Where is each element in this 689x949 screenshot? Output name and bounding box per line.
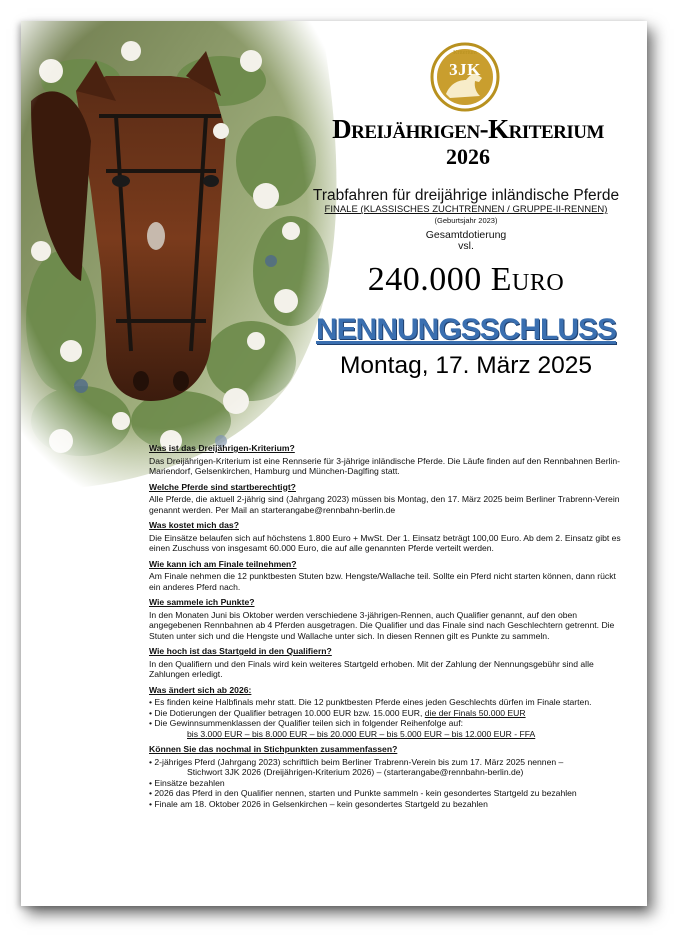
bullet-item: • 2026 das Pferd in den Qualifier nennen, starten und Punkte sammeln - kein gesondertes Startgeld zu bezahlen — [149, 788, 577, 798]
birth-year: (Geburtsjahr 2023) — [434, 216, 498, 225]
vsl-label: vsl. — [458, 240, 474, 252]
faq-answer: Die Einsätze belaufen sich auf höchstens 1.800 Euro + MwSt. Der 1. Einsatz beträgt 100,00 Euro. Ab dem 2. Einsatz gibt es einen Zuschuss von insgesamt 60.000 Euro, die auf alle genannten Pferde verteilt werden. — [149, 532, 621, 553]
logo-small-text: Kriterium — [453, 50, 477, 56]
bullet-item: • Einsätze bezahlen — [149, 777, 225, 788]
logo-big-text: 3JK — [449, 60, 481, 79]
horse-wreath-photo — [21, 21, 351, 491]
faq-question: Wie sammele ich Punkte? — [149, 597, 255, 607]
faq-question: Wie kann ich am Finale teilnehmen? — [149, 558, 297, 569]
event-subtitle: Trabfahren für dreijährige inländische Pferde — [312, 187, 620, 204]
deadline-date: Montag, 17. März 2025 — [340, 352, 592, 379]
faq-answer: Das Dreijährigen-Kriterium ist eine Rennserie für 3-jährige inländische Pferde. Die Läufe finden auf den Rennbahnen Berlin-Mariendorf, Gelsenkirchen, Hamburg und München-Daglfing statt. — [149, 455, 621, 476]
bullet-item: • Die Gewinnsummenklassen der Qualifier teilen sich in folgender Reihenfolge auf: — [149, 718, 463, 728]
bullet-continuation: Stichwort 3JK 2026 (Dreijährigen-Kriterium 2026) – (starterangabe@rennbahn-berlin.de) — [187, 767, 524, 777]
classes-sequence: bis 3.000 EUR – bis 8.000 EUR – bis 20.000 EUR – bis 5.000 EUR – bis 12.000 EUR - FFA — [187, 728, 536, 739]
faq-question: Welche Pferde sind startberechtigt? — [149, 481, 296, 492]
event-title: Dreijährigen-Kriterium — [332, 114, 604, 144]
faq-answer: In den Qualifiern und den Finals wird kein weiteres Startgeld erhoben. Mit der Zahlung der Nennungsgebühr sind alle Zahlungen erledigt. — [149, 658, 594, 679]
faq-answer: Alle Pferde, die aktuell 2-jährig sind (Jahrgang 2023) müssen bis Montag, den 17. März 2025 beim Berliner Trabrenn-Verein genannt werden. Per Mail an starterangabe@rennbahn-berlin.de — [149, 494, 620, 515]
faq-question: Wie hoch ist das Startgeld in den Qualifiern? — [149, 646, 332, 656]
finale-line: FINALE (KLASSISCHES ZUCHTRENNEN / GRUPPE-II-RENNEN) — [324, 204, 608, 215]
bullet-item — [149, 708, 625, 719]
dotierung-label: Gesamtdotierung — [425, 229, 507, 241]
bullet-item: • 2-jähriges Pferd (Jahrgang 2023) schriftlich beim Berliner Trabrenn-Verein bis zum 17. März 2025 nennen – — [149, 756, 564, 767]
bullet-item: • Finale am 18. Oktober 2026 in Gelsenkirchen – kein gesondertes Startgeld zu bezahlen — [149, 798, 488, 809]
flyer-page — [21, 21, 647, 906]
deadline-title: NENNUNGSSCHLUSS — [315, 313, 617, 346]
bullet-text: • Die Dotierungen der Qualifier betragen 10.000 EUR bzw. 15.000 EUR, — [149, 707, 425, 718]
bullet-item: • Es finden keine Halbfinals mehr statt. Die 12 punktbesten Pferde eines jeden Geschlechts dürfen im Finale starten. — [149, 697, 592, 707]
faq-question: Können Sie das nochmal in Stichpunkten zusammenfassen? — [149, 744, 398, 754]
faq-answer: Am Finale nehmen die 12 punktbesten Stuten bzw. Hengste/Wallache teil. Sollte ein Pferd nicht starten können, dann rückt ein anderes Pferd nach. — [149, 571, 616, 592]
event-year: 2026 — [446, 144, 490, 169]
bullet-underlined-text: die der Finals 50.000 EUR — [424, 707, 526, 718]
faq-question: Was kostet mich das? — [149, 520, 239, 530]
faq-section — [149, 443, 625, 809]
3jk-logo — [430, 42, 500, 112]
faq-answer: In den Monaten Juni bis Oktober werden verschiedene 3-jährigen-Rennen, auch Qualifier genannt, auf den oben angegebenen Rennbahnen ab 4 Pferden ausgetragen. Die Qualifier und das Finale sind nach Geschlechtern getrennt. Die Stuten unter sich und die Hengste und Wallache unter sich. In diesen Rennen gilt es Punkte zu sammeln. — [149, 609, 615, 641]
faq-question: Was ist das Dreijährigen-Kriterium? — [149, 443, 295, 453]
prize-amount: 240.000 Euro — [367, 261, 565, 298]
faq-question: Was ändert sich ab 2026: — [149, 684, 252, 695]
